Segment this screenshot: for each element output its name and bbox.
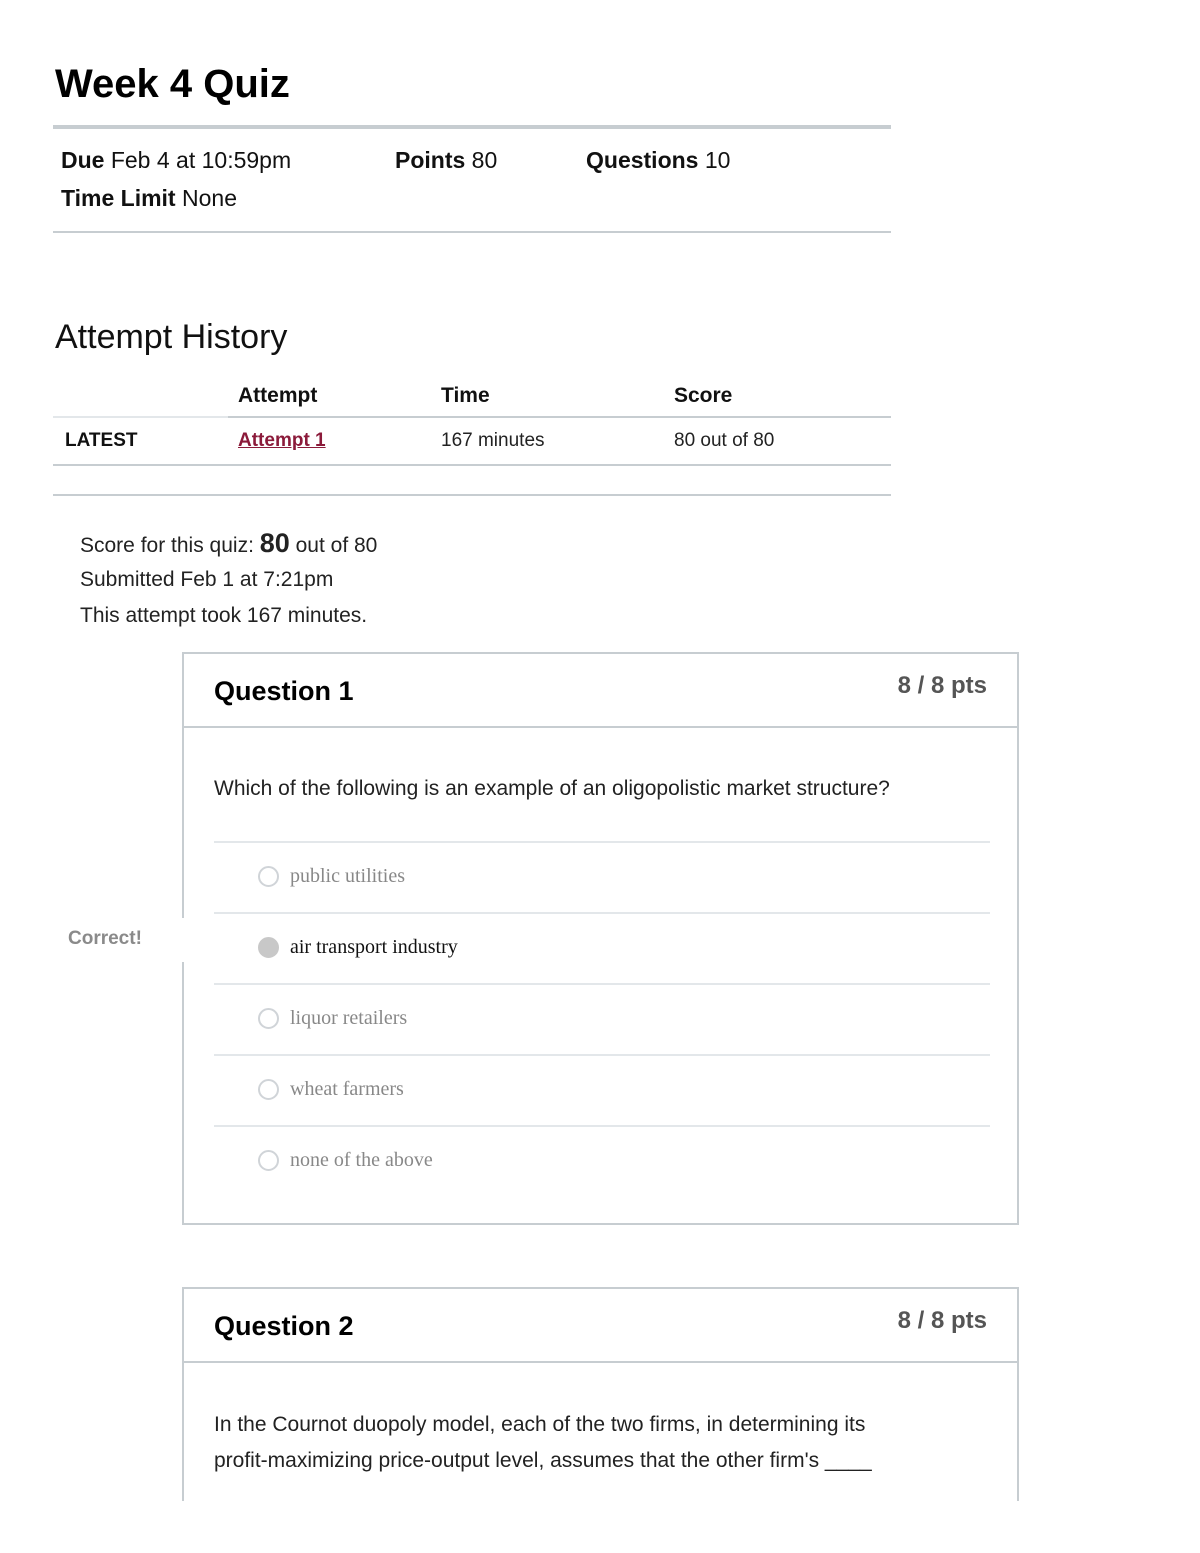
question-2-points: 8 / 8 pts [897, 1307, 987, 1334]
details-divider [53, 231, 891, 233]
table-bottom-divider [53, 494, 891, 496]
submitted-time: Submitted Feb 1 at 7:21pm [80, 568, 334, 591]
question-1-title: Question 1 [214, 676, 354, 706]
question-2-card [182, 1287, 1019, 1501]
answer-text: wheat farmers [290, 1078, 404, 1100]
column-header-score: Score [674, 384, 733, 407]
questions-label: Questions [586, 147, 699, 173]
question-2-title: Question 2 [214, 1311, 354, 1341]
attempt-history-title: Attempt History [55, 318, 288, 356]
answer-text: air transport industry [290, 936, 458, 958]
table-header-divider-left [53, 416, 228, 418]
question-1-answers [214, 841, 990, 1196]
correct-flag: Correct! [68, 928, 142, 949]
radio-button[interactable] [258, 1008, 279, 1029]
questions-value: 10 [704, 147, 731, 173]
title-divider [53, 125, 891, 129]
column-header-attempt: Attempt [238, 384, 318, 407]
answer-text: none of the above [290, 1149, 433, 1171]
question-2-text [214, 1407, 872, 1479]
quiz-score [80, 528, 377, 559]
question-2-text-line-2: profit-maximizing price-output level, assumes that the other firm's ____ [214, 1449, 872, 1472]
radio-button[interactable] [258, 1150, 279, 1171]
correct-flag-notch [180, 918, 186, 962]
column-header-time: Time [441, 384, 490, 407]
points-label: Points [395, 147, 466, 173]
attempt-score: 80 out of 80 [674, 430, 775, 451]
page-title: Week 4 Quiz [55, 62, 290, 106]
radio-button-selected[interactable] [258, 937, 279, 958]
radio-button[interactable] [258, 866, 279, 887]
table-row-divider [53, 464, 891, 466]
time-limit [61, 185, 237, 212]
question-1-text: Which of the following is an example of an oligopolistic market structure? [214, 777, 890, 800]
due-label: Due [61, 147, 105, 173]
due-date [61, 147, 291, 174]
question-1-card [182, 652, 1019, 1225]
score-suffix: out of 80 [289, 534, 378, 557]
points-value: 80 [471, 147, 498, 173]
score-value: 80 [259, 528, 290, 558]
score-prefix: Score for this quiz: [80, 534, 260, 557]
attempt-1-link[interactable]: Attempt 1 [238, 430, 326, 451]
questions-count [586, 147, 730, 174]
question-1-header [184, 654, 1017, 728]
answer-option[interactable] [214, 1125, 990, 1196]
answer-option[interactable] [214, 841, 990, 912]
radio-button[interactable] [258, 1079, 279, 1100]
time-limit-value: None [182, 185, 237, 211]
question-2-header [184, 1289, 1017, 1363]
answer-option-selected[interactable] [214, 912, 990, 983]
attempt-duration: This attempt took 167 minutes. [80, 604, 368, 627]
due-value: Feb 4 at 10:59pm [110, 147, 292, 173]
latest-label: LATEST [65, 430, 138, 451]
question-2-text-line-1: In the Cournot duopoly model, each of the two firms, in determining its [214, 1413, 866, 1436]
answer-text: public utilities [290, 865, 405, 887]
time-limit-label: Time Limit [61, 185, 176, 211]
points [395, 147, 497, 174]
answer-text: liquor retailers [290, 1007, 408, 1029]
table-header-divider [228, 416, 891, 418]
attempt-time: 167 minutes [441, 430, 545, 451]
question-1-points: 8 / 8 pts [897, 672, 987, 699]
answer-option[interactable] [214, 983, 990, 1054]
answer-option[interactable] [214, 1054, 990, 1125]
